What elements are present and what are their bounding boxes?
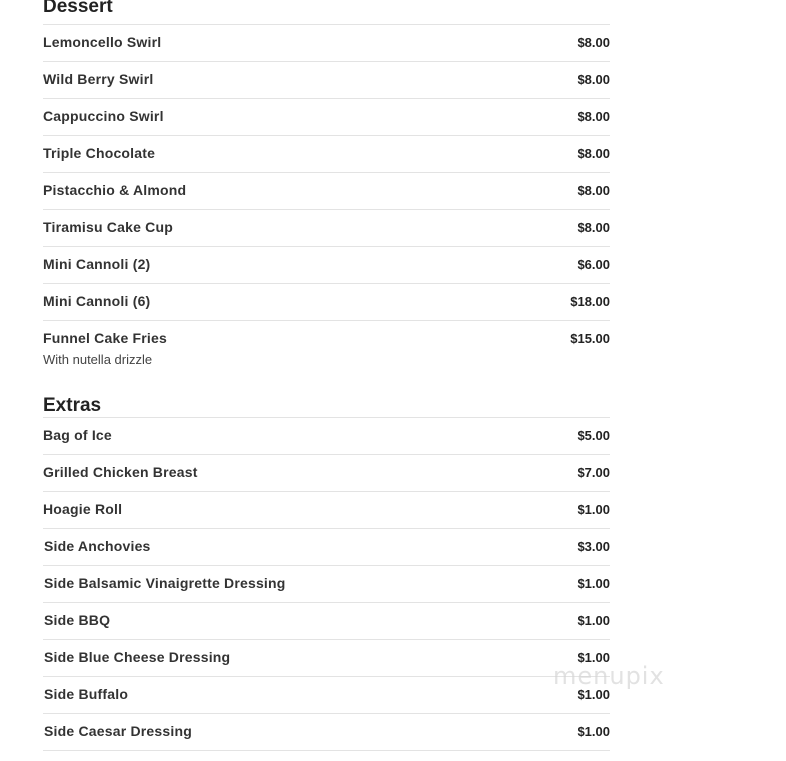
item-price: $3.00 bbox=[577, 539, 610, 554]
menu-item bbox=[43, 529, 610, 566]
menu-item bbox=[43, 714, 610, 751]
item-name: Side Blue Cheese Dressing bbox=[44, 649, 231, 665]
item-name: Pistacchio & Almond bbox=[43, 182, 187, 198]
menu-item bbox=[43, 173, 610, 210]
item-price: $1.00 bbox=[577, 576, 610, 591]
item-name: Side Caesar Dressing bbox=[44, 723, 192, 739]
item-price: $1.00 bbox=[577, 687, 610, 702]
item-name: Side BBQ bbox=[44, 612, 111, 628]
item-price: $1.00 bbox=[577, 502, 610, 517]
item-description: With nutella drizzle bbox=[43, 352, 153, 367]
item-price: $8.00 bbox=[577, 146, 610, 161]
item-name: Grilled Chicken Breast bbox=[43, 464, 198, 480]
item-name: Side Anchovies bbox=[44, 538, 151, 554]
item-name: Mini Cannoli (6) bbox=[43, 293, 151, 309]
item-price: $8.00 bbox=[577, 183, 610, 198]
item-name: Hoagie Roll bbox=[43, 501, 123, 517]
menu-item bbox=[43, 492, 610, 529]
menu-item bbox=[43, 99, 610, 136]
item-price: $1.00 bbox=[577, 650, 610, 665]
menu-item bbox=[43, 284, 610, 321]
item-name: Side Balsamic Vinaigrette Dressing bbox=[44, 575, 286, 591]
item-price: $8.00 bbox=[577, 220, 610, 235]
item-price: $8.00 bbox=[577, 109, 610, 124]
item-name: Funnel Cake Fries bbox=[43, 330, 167, 346]
menu-item bbox=[43, 603, 610, 640]
item-name: Cappuccino Swirl bbox=[43, 108, 164, 124]
item-price: $1.00 bbox=[577, 613, 610, 628]
item-price: $7.00 bbox=[577, 465, 610, 480]
menu-container bbox=[43, 0, 610, 751]
item-price: $5.00 bbox=[577, 428, 610, 443]
menu-item bbox=[43, 247, 610, 284]
menupix-watermark: menupix bbox=[553, 662, 665, 690]
menu-item bbox=[43, 418, 610, 455]
section-title-extras: Extras bbox=[43, 392, 610, 418]
item-name: Lemoncello Swirl bbox=[43, 34, 162, 50]
item-price: $1.00 bbox=[577, 724, 610, 739]
menu-item bbox=[43, 210, 610, 247]
menu-item bbox=[43, 321, 610, 379]
item-name: Triple Chocolate bbox=[43, 145, 156, 161]
item-price: $6.00 bbox=[577, 257, 610, 272]
item-price: $15.00 bbox=[570, 331, 610, 346]
menu-item bbox=[43, 566, 610, 603]
menu-item bbox=[43, 25, 610, 62]
item-name: Wild Berry Swirl bbox=[43, 71, 154, 87]
item-name: Mini Cannoli (2) bbox=[43, 256, 151, 272]
menu-item bbox=[43, 677, 610, 714]
item-name: Bag of Ice bbox=[43, 427, 112, 443]
menu-item bbox=[43, 62, 610, 99]
item-price: $18.00 bbox=[570, 294, 610, 309]
item-price: $8.00 bbox=[577, 72, 610, 87]
menu-item bbox=[43, 136, 610, 173]
item-price: $8.00 bbox=[577, 35, 610, 50]
menu-item bbox=[43, 455, 610, 492]
item-name: Side Buffalo bbox=[44, 686, 129, 702]
section-title-dessert: Dessert bbox=[43, 0, 610, 25]
item-name: Tiramisu Cake Cup bbox=[43, 219, 173, 235]
menu-item bbox=[43, 640, 610, 677]
